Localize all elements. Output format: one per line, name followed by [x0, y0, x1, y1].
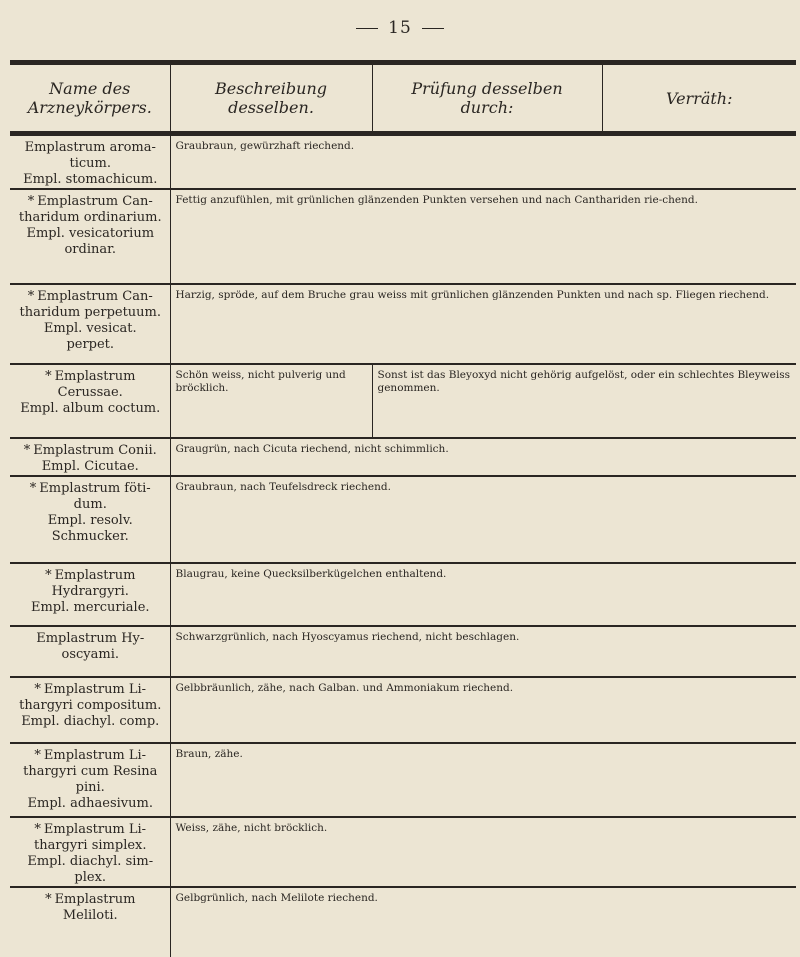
drug-name-cell [10, 743, 170, 817]
drug-name-line: plex. [74, 870, 107, 885]
drug-name-line: * Emplastrum [45, 369, 136, 384]
drug-name-line: * Emplastrum [45, 568, 136, 583]
drug-name-line: thargyri cum Resina [23, 764, 158, 779]
description-cell: Graugrün, nach Cicuta riechend, nicht schimmlich. [170, 438, 796, 476]
table-row [10, 438, 796, 476]
drug-name-line: Empl. diachyl. sim- [27, 854, 154, 869]
drug-name-line: thargyri compositum. [19, 698, 162, 713]
drug-name-line: Meliloti. [62, 908, 118, 923]
drug-name-line: Empl. stomachicum. [23, 172, 158, 187]
drug-name-line: * Emplastrum Conii. [23, 443, 157, 458]
drug-name-line: Schmucker. [51, 529, 129, 544]
drug-name-line: * Emplastrum föti- [29, 481, 151, 496]
official-marker: * [34, 682, 41, 697]
table-row [10, 626, 796, 677]
description-cell: Schön weiss, nicht pulverig und bröcklich. [170, 364, 372, 438]
drug-name-cell [10, 134, 170, 190]
drug-name-line: * Emplastrum Can- [27, 289, 153, 304]
drug-name-line: tharidum perpetuum. [19, 305, 162, 320]
table-row [10, 284, 796, 364]
drug-name-line: ordinar. [64, 242, 117, 257]
reveals-cell: Sonst ist das Bleyoxyd nicht gehörig aufgelöst, oder ein schlechtes Bleyweiss genommen. [372, 364, 796, 438]
drug-name-line: Empl. Cicutae. [41, 459, 139, 474]
drug-name-line: Empl. diachyl. comp. [21, 714, 160, 729]
drug-name-line: dum. [73, 497, 107, 512]
drug-table [10, 60, 796, 957]
drug-name-line: Empl. vesicat. [43, 321, 137, 336]
header-row [10, 63, 796, 134]
drug-name-cell [10, 817, 170, 887]
drug-name-cell [10, 364, 170, 438]
official-marker: * [27, 289, 35, 304]
dash-left [356, 28, 378, 29]
official-marker: * [27, 194, 35, 209]
description-cell: Gelbgrünlich, nach Melilote riechend. [170, 887, 796, 957]
official-marker: * [34, 748, 41, 763]
official-marker: * [34, 822, 41, 837]
description-cell: Graubraun, nach Teufelsdreck riechend. [170, 476, 796, 563]
official-marker: * [45, 892, 52, 907]
drug-name-line: ticum. [69, 156, 111, 171]
drug-name-line: Empl. vesicatorium [26, 226, 155, 241]
drug-name-line: Cerussae. [57, 385, 123, 400]
official-marker: * [23, 443, 31, 458]
drug-name-line: Empl. album coctum. [20, 401, 161, 416]
table-row [10, 364, 796, 438]
drug-name-line: * Emplastrum [45, 892, 136, 907]
header-reveals: Verräth: [602, 63, 796, 134]
table-row [10, 817, 796, 887]
description-cell: Gelbbräunlich, zähe, nach Galban. und Ammoniakum riechend. [170, 677, 796, 743]
header-name: Name des Arzneykörpers. [10, 63, 170, 134]
description-cell: Fettig anzufühlen, mit grünlichen glänzenden Punkten versehen und nach Canthariden rie-chend. [170, 189, 796, 284]
drug-name-cell [10, 476, 170, 563]
drug-name-line: * Emplastrum Li- [34, 682, 147, 697]
header-test: Prüfung desselben durch: [372, 63, 602, 134]
drug-name-line: oscyami. [61, 647, 119, 662]
table-row [10, 887, 796, 957]
table-row [10, 134, 796, 190]
table-row [10, 743, 796, 817]
description-cell: Graubraun, gewürzhaft riechend. [175, 140, 355, 152]
drug-name-cell [10, 677, 170, 743]
table-row [10, 189, 796, 284]
drug-name-line: * Emplastrum Can- [27, 194, 153, 209]
description-cell: Weiss, zähe, nicht bröcklich. [170, 817, 796, 887]
drug-name-cell [10, 284, 170, 364]
official-marker: * [29, 481, 37, 496]
drug-name-cell [10, 563, 170, 626]
table-row [10, 677, 796, 743]
drug-name-line: tharidum ordinarium. [18, 210, 162, 225]
drug-name-line: Emplastrum Hy- [36, 631, 145, 646]
drug-name-cell [10, 438, 170, 476]
drug-name-cell [10, 626, 170, 677]
table-row [10, 476, 796, 563]
official-marker: * [45, 369, 52, 384]
page-number: 15 [0, 18, 800, 38]
drug-name-line: thargyri simplex. [33, 838, 147, 853]
dash-right [422, 28, 444, 29]
description-cell: Blaugrau, keine Quecksilberkügelchen enthaltend. [170, 563, 796, 626]
table-row [10, 563, 796, 626]
drug-name-line: Empl. adhaesivum. [27, 796, 153, 811]
description-cell: Braun, zähe. [170, 743, 796, 817]
description-cell: Schwarzgrünlich, nach Hyoscyamus riechend, nicht beschlagen. [170, 626, 796, 677]
description-cell: Harzig, spröde, auf dem Bruche grau weiss mit grünlichen glänzenden Punkten und nach sp. Fliegen riechend. [170, 284, 796, 364]
drug-name-line: * Emplastrum Li- [34, 748, 147, 763]
drug-name-line: Empl. resolv. [47, 513, 133, 528]
drug-name-cell [10, 887, 170, 957]
drug-name-cell [10, 189, 170, 284]
drug-name-line: pini. [75, 780, 105, 795]
drug-name-line: Emplastrum aroma- [24, 140, 156, 155]
official-marker: * [45, 568, 52, 583]
header-description: Beschreibung desselben. [170, 63, 372, 134]
drug-name-line: perpet. [66, 337, 115, 352]
drug-name-line: Empl. mercuriale. [30, 600, 150, 615]
drug-name-line: Hydrargyri. [51, 584, 129, 599]
drug-name-line: * Emplastrum Li- [34, 822, 147, 837]
